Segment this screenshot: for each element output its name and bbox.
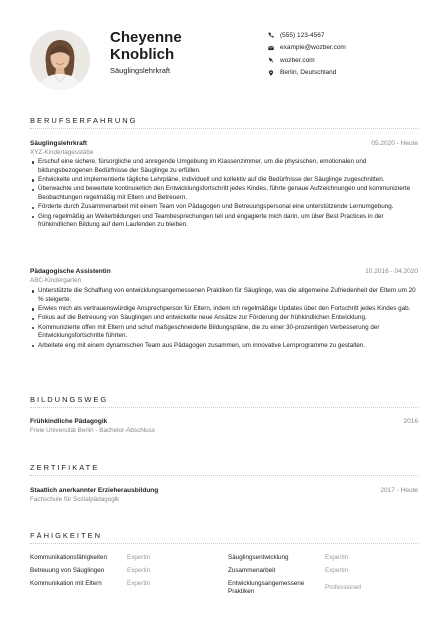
skill-name: Zusammenarbeit [228, 567, 276, 574]
experience-2-date: 10.2016 - 04.2020 [365, 268, 418, 275]
bullet: Fokus auf die Betreuung von Säuglingen und entwickelte neue Ansätze zur Förderung der frühkindlichen Entwicklung. [30, 314, 418, 323]
bullet: Arbeitete eng mit einem dynamischen Team aus Pädagogen zusammen, um innovative Lernprogramme zu gestalten. [30, 342, 418, 351]
experience-1-date: 05.2020 - Heute [371, 140, 418, 147]
bullet: Kommunizierte offen mit Eltern und schuf maßgeschneiderte Bildungspläne, die zu einer 30-prozentigen Verbesserung der Entwicklungsfortschritte führten. [30, 324, 418, 341]
bullet: Entwickelte und implementierte tägliche Lehrpläne, individuell und kollektiv auf die Bedürfnisse der Säuglinge zugeschnitten. [30, 176, 418, 185]
certificate-name: Staatlich anerkannter Erzieherausbildung [30, 487, 159, 494]
phone-number[interactable]: (555) 123-4567 [280, 31, 325, 39]
skill-level: Expertin [127, 554, 151, 561]
contact-location [268, 67, 346, 80]
person-photo-icon [30, 30, 90, 90]
certificate-date: 2017 - Heute [380, 487, 418, 494]
experience-entry-1-header [30, 140, 418, 147]
bullet: Ging regelmäßig an Weiterbildungen und Teambesprechungen teil und engagierte mich darin, um über Best Practices in der frühkindlichen Bildung auf dem Laufenden zu bleiben. [30, 213, 418, 230]
skill-level: Expertin [325, 554, 349, 561]
location-pin-icon [268, 70, 280, 76]
certificate-issuer: Fachschule für Sozialpädagogik [30, 496, 120, 503]
job-title: Säuglingslehrkraft [110, 66, 171, 75]
education-school: Freie Universität Berlin - Bachelor-Abschluss [30, 427, 155, 434]
skill-name: Kommunikationsfähigkeiten [30, 554, 108, 561]
bullet: Förderte durch Zusammenarbeit mit einem Team von Pädagogen und Betreuungspersonal eine unterstützende Lernumgebung. [30, 203, 418, 212]
contact-list [268, 29, 346, 79]
skill-name: Säuglingsentwicklung [228, 554, 289, 561]
skills-divider [30, 543, 418, 544]
contact-phone [268, 29, 346, 42]
education-entry-header [30, 418, 418, 425]
person-name [110, 29, 182, 63]
experience-2-org: ABC-Kindergarten [30, 277, 82, 284]
skill-name: Entwicklungsangemessene Praktiken [228, 580, 305, 595]
experience-1-org: XYZ-Kindertagesstätte [30, 149, 94, 156]
education-divider [30, 407, 418, 408]
link-icon [268, 57, 280, 63]
skill-name: Kommunikation mit Eltern [30, 580, 102, 587]
education-section-title: BILDUNGSWEG [30, 395, 109, 404]
email-address[interactable]: example@wozber.com [280, 44, 346, 52]
experience-entry-2-header [30, 268, 418, 275]
bullet: Erwies mich als vertrauenswürdige Ansprechperson für Eltern, indem ich regelmäßige Updates über den Fortschritt jedes Kindes gab. [30, 305, 418, 314]
website-link[interactable]: wozber.com [280, 56, 315, 64]
experience-1-bullets [30, 158, 418, 231]
skills-section-title: FÄHIGKEITEN [30, 531, 103, 540]
contact-website [268, 54, 346, 67]
bullet: Überwachte und bewertete kontinuierlich den Entwicklungsfortschritt jedes Kindes, führte genaue Aufzeichnungen und kommunizierte Beobachtungen regelmäßig mit Eltern und Betreuern. [30, 185, 418, 202]
experience-1-role: Säuglingslehrkraft [30, 140, 88, 147]
certificate-entry-header [30, 487, 418, 494]
skill-level: Professionell [325, 584, 362, 591]
contact-email [268, 42, 346, 55]
experience-2-bullets [30, 287, 418, 351]
bullet: Erschuf eine sichere, fürsorgliche und anregende Umgebung im Klassenzimmer, um die physischen, emotionalen und bildungsbezogenen Bedürfnisse der Säuglinge zu erfüllen. [30, 158, 418, 175]
experience-divider [30, 128, 418, 129]
profile-photo [30, 30, 90, 90]
last-name: Knoblich [110, 46, 175, 63]
first-name: Cheyenne [110, 29, 182, 46]
skill-name: Betreuung von Säuglingen [30, 567, 105, 574]
skill-level: Expertin [325, 567, 349, 574]
education-date: 2016 [403, 418, 418, 425]
location-text: Berlin, Deutschland [280, 69, 337, 77]
skill-level: Expertin [127, 567, 151, 574]
education-degree: Frühkindliche Pädagogik [30, 418, 108, 425]
phone-icon [268, 32, 280, 38]
bullet: Unterstützte die Schaffung von entwicklungsangemessenen Praktiken für Säuglinge, was die allgemeine Zufriedenheit der Eltern um 20 % steigerte. [30, 287, 418, 304]
skill-level: Expertin [127, 580, 151, 587]
email-icon [268, 45, 280, 51]
experience-section-title: BERUFSERFAHRUNG [30, 116, 138, 125]
certificates-section-title: ZERTIFIKATE [30, 463, 100, 472]
experience-2-role: Pädagogische Assistentin [30, 268, 111, 275]
certificates-divider [30, 475, 418, 476]
